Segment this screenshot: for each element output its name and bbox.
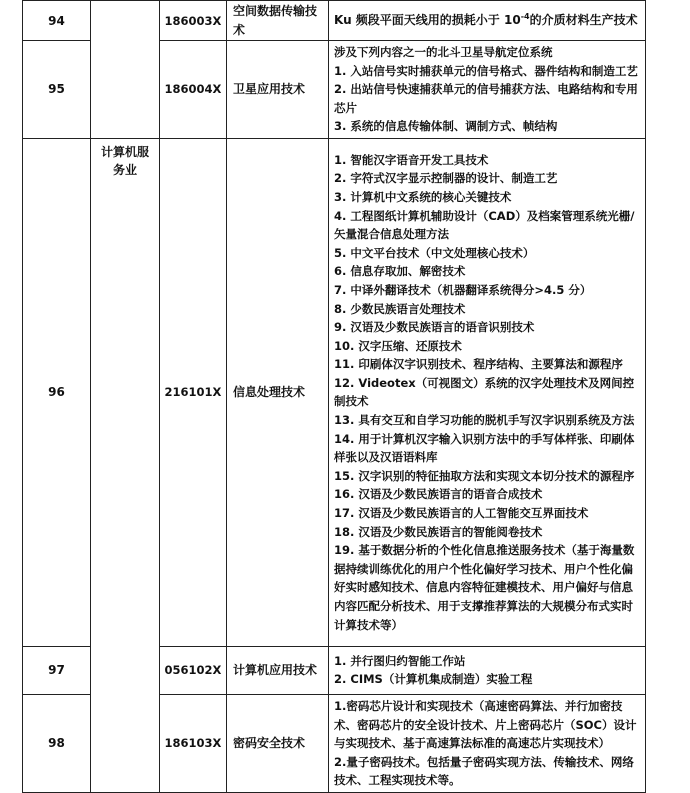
tech-code: 186003X bbox=[160, 1, 227, 41]
row-number: 95 bbox=[23, 41, 91, 139]
desc-line: 7. 中译外翻译技术（机器翻译系统得分>4.5 分） bbox=[334, 282, 592, 297]
category-cell bbox=[91, 1, 160, 41]
desc-line: 2. CIMS（计算机集成制造）实验工程 bbox=[334, 672, 533, 687]
category-cell bbox=[91, 41, 160, 139]
tech-code: 056102X bbox=[160, 646, 227, 694]
tech-name: 卫星应用技术 bbox=[227, 41, 329, 139]
desc-line: 9. 汉语及少数民族语言的语音识别技术 bbox=[334, 320, 535, 335]
tech-code: 186004X bbox=[160, 41, 227, 139]
tech-name: 信息处理技术 bbox=[227, 138, 329, 646]
tech-code: 216101X bbox=[160, 138, 227, 646]
desc-line: 15. 汉字识别的特征抽取方法和实现文本切分技术的源程序 bbox=[334, 468, 635, 483]
desc-line: 1.密码芯片设计和实现技术（高速密码算法、并行加密技术、密码芯片的安全设计技术、片上密码芯片（SOC）设计与实现技术、基于高速算法标准的高速芯片实现技术） bbox=[334, 698, 637, 751]
desc-line: 18. 汉语及少数民族语言的智能阅卷技术 bbox=[334, 524, 543, 539]
desc-line: 1. 入站信号实时捕获单元的信号格式、器件结构和制造工艺 bbox=[334, 63, 638, 78]
desc-line: 3. 系统的信息传输体制、调制方式、帧结构 bbox=[334, 119, 558, 134]
row-number: 97 bbox=[23, 646, 91, 694]
desc-line: 1. 并行图归约智能工作站 bbox=[334, 653, 466, 668]
desc-line: 2. 字符式汉字显示控制器的设计、制造工艺 bbox=[334, 171, 558, 186]
desc-line: 5. 中文平台技术（中文处理核心技术） bbox=[334, 245, 535, 260]
desc-line: 2. 出站信号快速捕获单元的信号捕获方法、电路结构和专用芯片 bbox=[334, 82, 638, 115]
tech-description bbox=[329, 694, 646, 792]
tech-description bbox=[329, 138, 646, 646]
desc-line: 10. 汉字压缩、还原技术 bbox=[334, 338, 462, 353]
table-row bbox=[23, 41, 646, 139]
desc-line: 4. 工程图纸计算机辅助设计（CAD）及档案管理系统光栅/矢量混合信息处理方法 bbox=[334, 208, 635, 242]
tech-code: 186103X bbox=[160, 694, 227, 792]
row-number: 98 bbox=[23, 694, 91, 792]
desc-line: 14. 用于计算机汉字输入识别方法中的手写体样张、印刷体样张以及汉语语料库 bbox=[334, 431, 635, 465]
tech-description bbox=[329, 646, 646, 694]
desc-line: 11. 印刷体汉字识别技术、程序结构、主要算法和源程序 bbox=[334, 357, 623, 372]
desc-line: 12. Videotex（可视图文）系统的汉字处理技术及网间控制技术 bbox=[334, 375, 635, 409]
tech-description bbox=[329, 41, 646, 139]
tech-name: 密码安全技术 bbox=[227, 694, 329, 792]
desc-line: 13. 具有交互和自学习功能的脱机手写汉字识别系统及方法 bbox=[334, 413, 635, 428]
desc-line: 6. 信息存取加、解密技术 bbox=[334, 264, 466, 279]
desc-line: 3. 计算机中文系统的核心关键技术 bbox=[334, 189, 512, 204]
tech-name: 计算机应用技术 bbox=[227, 646, 329, 694]
desc-line: 19. 基于数据分析的个性化信息推送服务技术（基于海量数据持续训练优化的用户个性化偏好学习技术、用户个性化偏好实时感知技术、信息内容特征建模技术、用户偏好与信息内容匹配分析技术、用于支撑推荐算法的大规模分布式实时计算技术等） bbox=[334, 543, 635, 632]
tech-description: Ku 频段平面天线用的损耗小于 $10^{-4}$的介质材料生产技术 bbox=[329, 1, 646, 41]
category-label: 计算机服务业 bbox=[91, 138, 160, 792]
desc-line: 2.量子密码技术。包括量子密码实现方法、传输技术、网络技术、工程实现技术等。 bbox=[334, 754, 634, 788]
desc-line: 17. 汉语及少数民族语言的人工智能交互界面技术 bbox=[334, 506, 589, 521]
table-row bbox=[23, 138, 646, 646]
desc-line: 16. 汉语及少数民族语言的语音合成技术 bbox=[334, 487, 543, 502]
desc-line: 8. 少数民族语言处理技术 bbox=[334, 301, 466, 316]
table-row bbox=[23, 1, 646, 41]
tech-name: 空间数据传输技术 bbox=[227, 1, 329, 41]
tech-catalog-table bbox=[22, 0, 646, 793]
row-number: 96 bbox=[23, 138, 91, 646]
row-number: 94 bbox=[23, 1, 91, 41]
desc-line: 涉及下列内容之一的北斗卫星导航定位系统 bbox=[334, 45, 553, 59]
desc-line: 1. 智能汉字语音开发工具技术 bbox=[334, 152, 489, 167]
